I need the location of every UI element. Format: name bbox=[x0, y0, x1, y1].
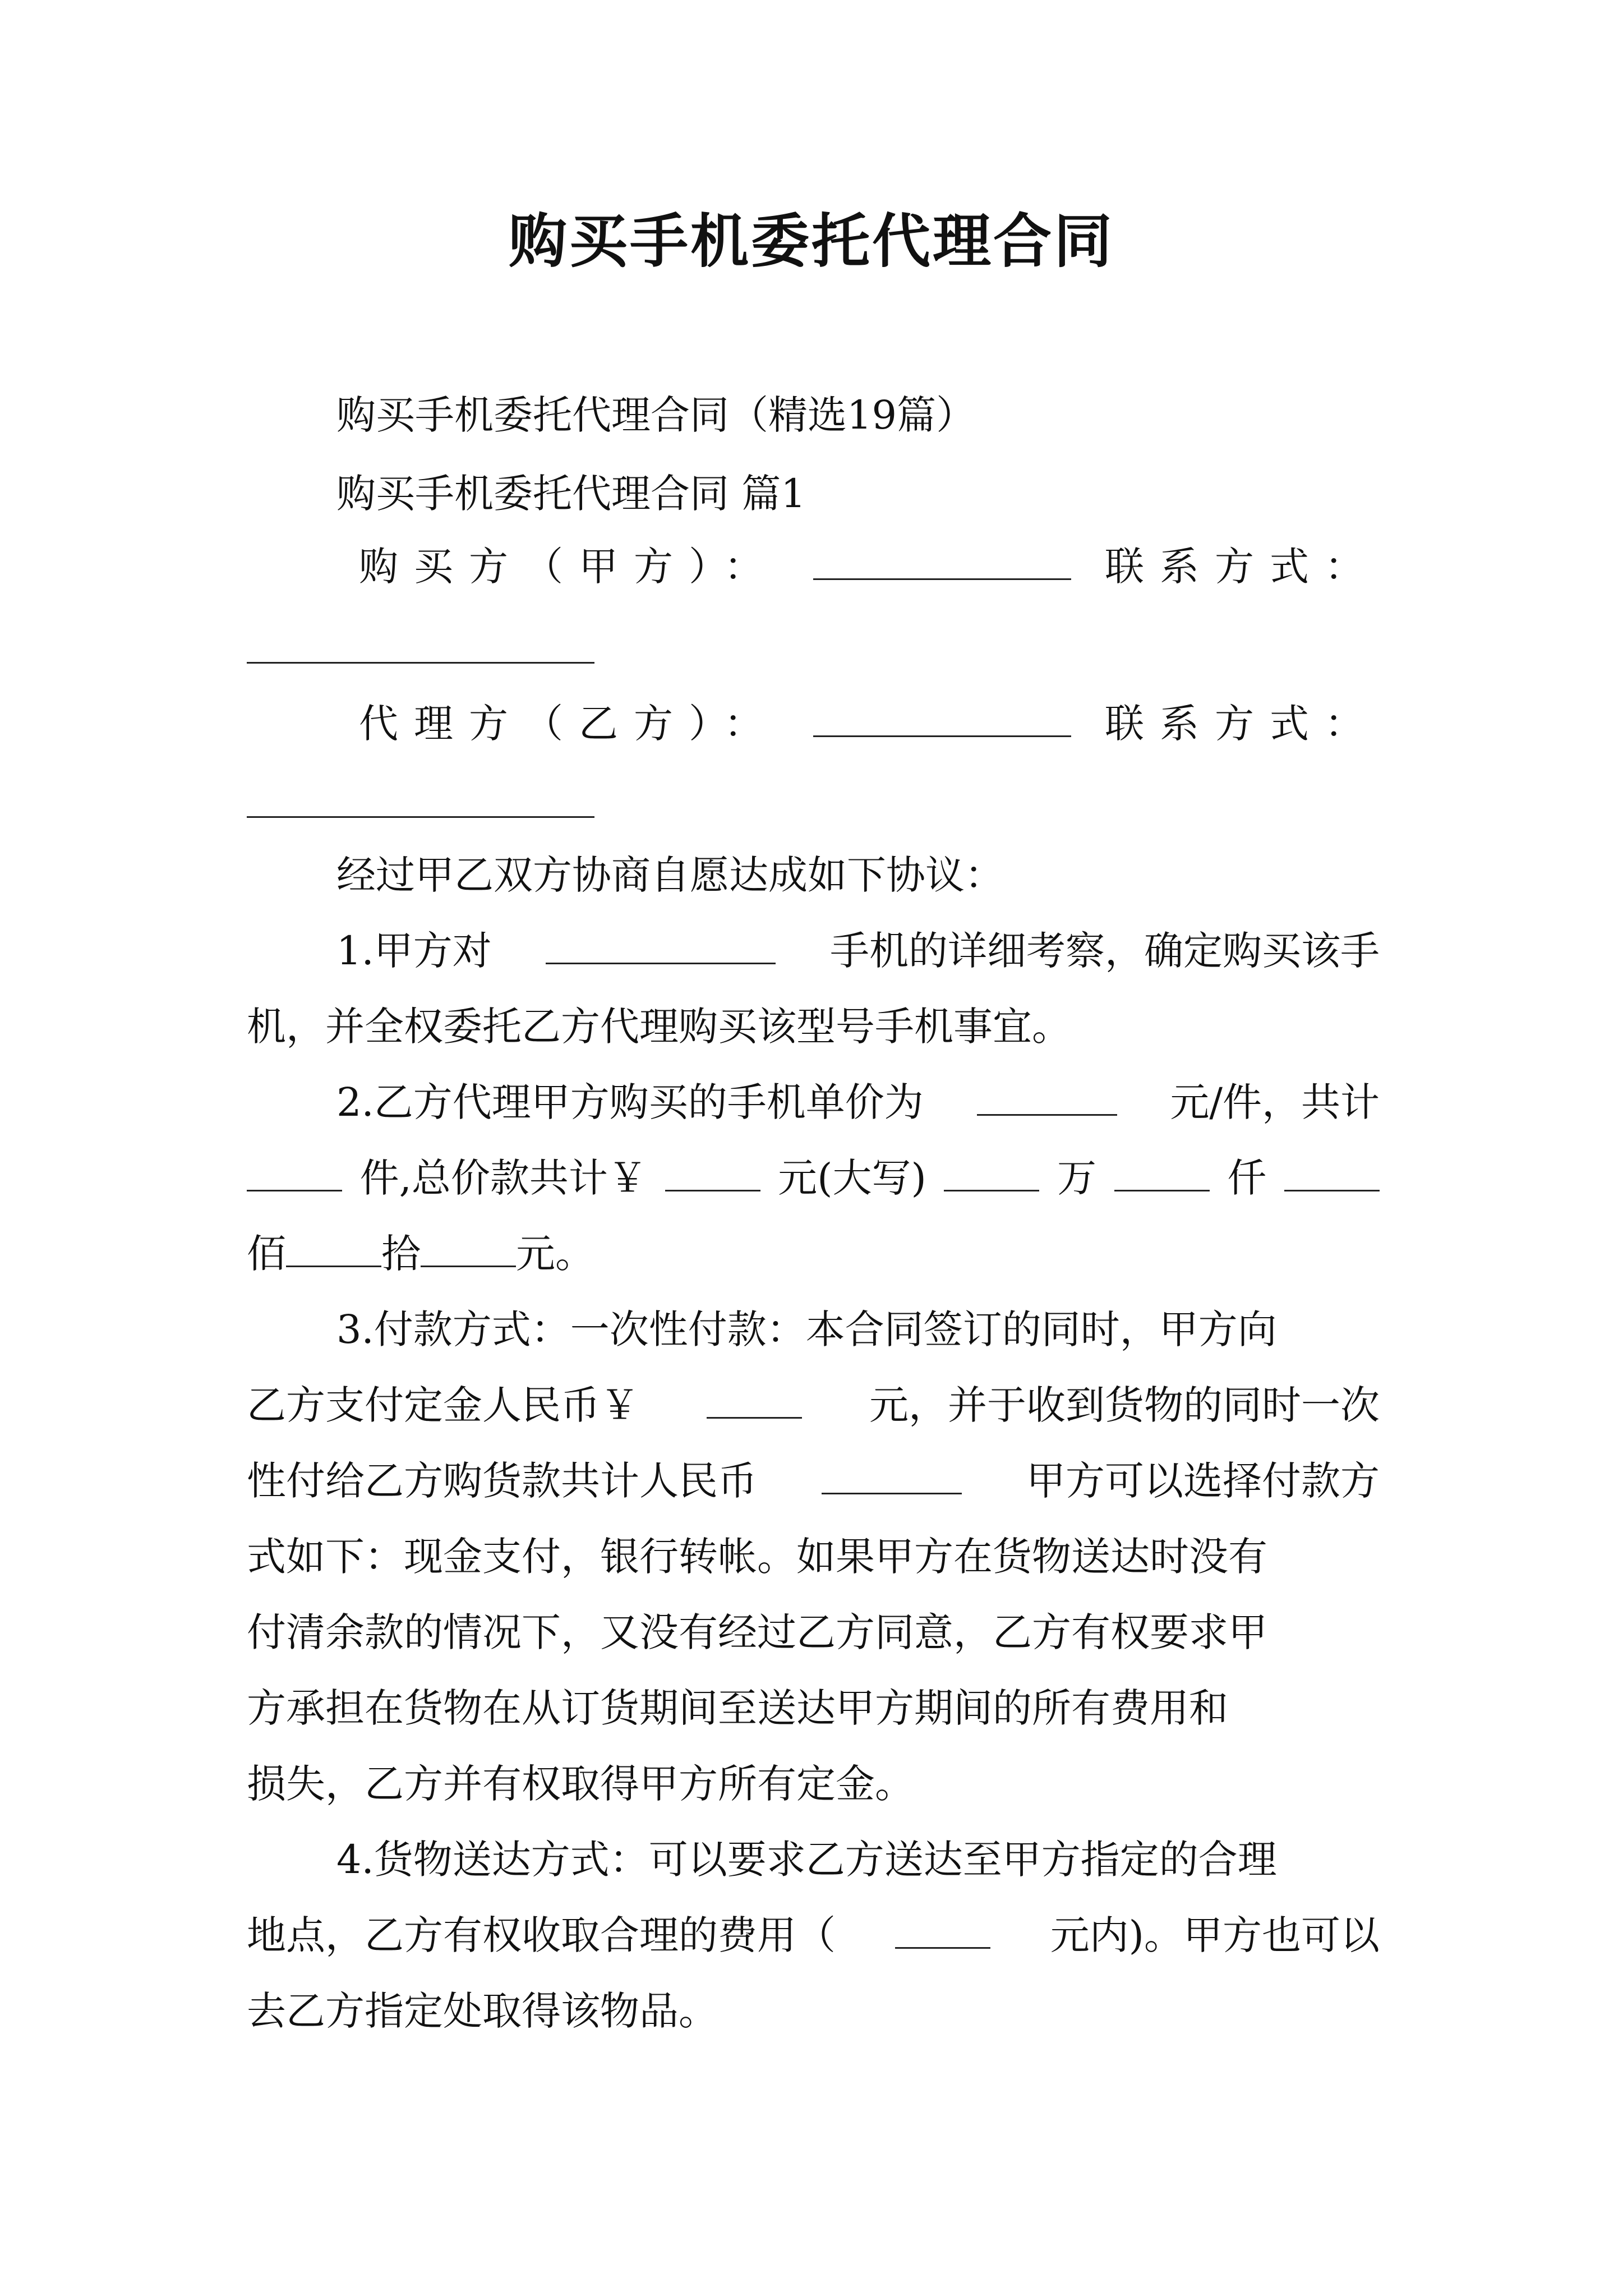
party-b-blank bbox=[813, 702, 1071, 738]
clause1-text-b: 手机的详细考察，确定购买该手 bbox=[829, 928, 1380, 974]
clause1-text-a: 1.甲方对 bbox=[336, 928, 492, 974]
clause4-text-b: 元内)。甲方也可以 bbox=[1050, 1912, 1380, 1958]
clause4-text-a: 地点，乙方有权收取合理的费用（ bbox=[247, 1912, 836, 1958]
part-heading: 购买手机委托代理合同 篇1 bbox=[336, 471, 806, 517]
clause1-line2: 机，并全权委托乙方代理购买该型号手机事宜。 bbox=[247, 1004, 1071, 1050]
clause2-text-e: 万 bbox=[1057, 1155, 1097, 1201]
clause2-text-f: 仟 bbox=[1227, 1155, 1267, 1201]
wan-blank bbox=[944, 1157, 1039, 1192]
clause2-text-a: 2.乙方代理甲方购买的手机单价为 bbox=[336, 1079, 924, 1125]
clause3-text-d: 甲方可以选择付款方 bbox=[1026, 1458, 1380, 1504]
clause2-text-b: 元/件，共计 bbox=[1170, 1079, 1380, 1125]
party-a-contact-label: 联系方式： bbox=[1105, 544, 1380, 590]
document-title: 购买手机委托代理合同 bbox=[508, 206, 1114, 275]
party-b-contact-label: 联系方式： bbox=[1105, 701, 1380, 747]
clause3-text-b: 元，并于收到货物的同时一次 bbox=[869, 1382, 1380, 1428]
clause3-line5: 付清余款的情况下，又没有经过乙方同意，乙方有权要求甲 bbox=[247, 1609, 1267, 1655]
clause2-text-h: 拾 bbox=[381, 1231, 421, 1277]
document-subtitle: 购买手机委托代理合同（精选19篇） bbox=[336, 392, 976, 438]
bai-blank bbox=[1284, 1157, 1380, 1192]
intro-text: 经过甲乙双方协商自愿达成如下协议： bbox=[336, 852, 1004, 898]
clause2-text-d: 元(大写) bbox=[778, 1155, 926, 1201]
clause2-text-c: 件,总价款共计￥ bbox=[359, 1155, 647, 1201]
party-a-label: 购买方（甲方）： bbox=[359, 544, 779, 590]
clause3-text-a: 乙方支付定金人民币￥ bbox=[247, 1382, 639, 1428]
yuan-blank bbox=[421, 1232, 516, 1268]
party-b-row bbox=[359, 696, 1380, 752]
clause4-line2 bbox=[247, 1907, 1380, 1963]
party-a-contact-blank bbox=[247, 662, 594, 664]
clause3-line3 bbox=[247, 1453, 1380, 1509]
unit-price-blank bbox=[977, 1081, 1117, 1116]
qian-blank bbox=[1114, 1157, 1210, 1192]
clause3-line7: 损失，乙方并有权取得甲方所有定金。 bbox=[247, 1761, 914, 1807]
clause1-line1 bbox=[336, 923, 1380, 979]
party-a-row bbox=[359, 539, 1380, 595]
clause1-model-blank bbox=[546, 930, 776, 965]
party-b-label: 代理方（乙方）： bbox=[359, 701, 779, 747]
clause2-text-i: 元。 bbox=[516, 1231, 594, 1277]
delivery-fee-blank bbox=[895, 1914, 990, 1949]
clause2-line1 bbox=[336, 1074, 1380, 1130]
party-a-blank bbox=[813, 545, 1071, 581]
clause2-line3 bbox=[247, 1226, 1380, 1282]
clause4-line3: 去乙方指定处取得该物品。 bbox=[247, 1988, 718, 2034]
clause2-text-g: 佰 bbox=[247, 1231, 286, 1277]
deposit-blank bbox=[707, 1384, 802, 1419]
party-b-contact-blank bbox=[247, 816, 594, 818]
quantity-blank bbox=[247, 1157, 342, 1192]
clause3-line4: 式如下：现金支付，银行转帐。如果甲方在货物送达时没有 bbox=[247, 1534, 1267, 1580]
clause3-text-c: 性付给乙方购货款共计人民币 bbox=[247, 1458, 757, 1504]
total-price-blank bbox=[665, 1157, 760, 1192]
clause3-line6: 方承担在货物在从订货期间至送达甲方期间的所有费用和 bbox=[247, 1685, 1228, 1731]
shi-blank bbox=[286, 1232, 381, 1268]
clause2-line2 bbox=[247, 1150, 1380, 1206]
clause4-line1: 4.货物送达方式：可以要求乙方送达至甲方指定的合理 bbox=[336, 1837, 1277, 1883]
clause3-line1: 3.付款方式：一次性付款：本合同签订的同时，甲方向 bbox=[336, 1306, 1277, 1352]
clause3-line2 bbox=[247, 1377, 1380, 1433]
payment-blank bbox=[822, 1460, 962, 1495]
